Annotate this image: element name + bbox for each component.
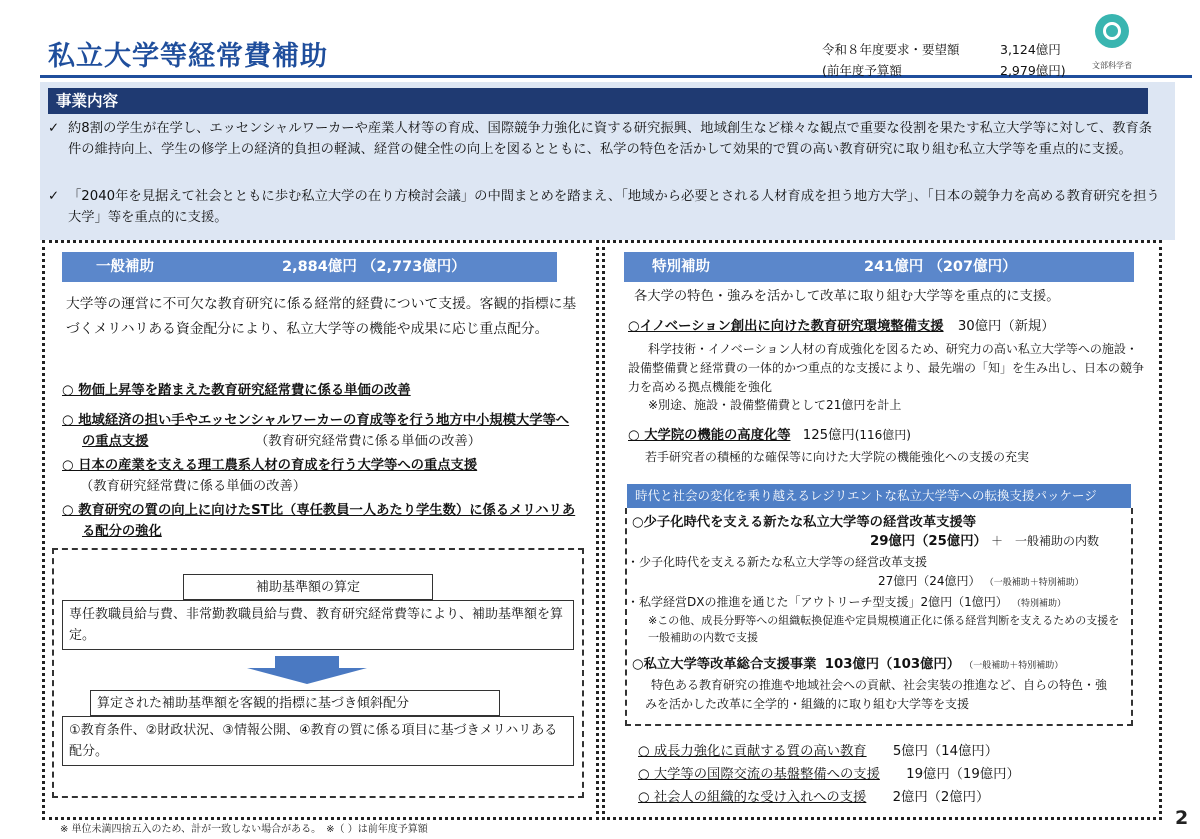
general-subsidy-amount: 2,884億円 （2,773億円） bbox=[282, 259, 466, 275]
overview-bullet-2: ✓ 「2040年を見据えて社会とともに歩む私立大学の在り方検討会議」の中間まとめを踏まえ、「地域から必要とされる人材育成を担う地方大学」、「日本の競争力を高める教育研究を担う大学」等を重点的に支援。 bbox=[48, 186, 1163, 228]
general-item-4: ○ 教育研究の質の向上に向けたST比（専任教員一人あたり学生数）に係るメリハリある配分の強化 bbox=[62, 503, 576, 539]
check-icon: ✓ bbox=[48, 121, 60, 136]
budget-prev-label: (前年度予算額 bbox=[822, 62, 902, 78]
ministry-name: 文部科学省 bbox=[1092, 61, 1132, 70]
extra-item-2-amount: 19億円（19億円） bbox=[906, 767, 1020, 782]
general-item-3-note: （教育研究経常費に係る単価の改善） bbox=[80, 479, 307, 494]
ministry-logo-icon bbox=[1095, 14, 1129, 48]
resilience-package-header: 時代と社会の変化を乗り越えるレジリエントな私立大学等への転換支援パッケージ bbox=[627, 484, 1131, 508]
flow-step-1-text: 専任教職員給与費、非常勤教職員給与費、教育研究経常費等により、補助基準額を算定。 bbox=[62, 600, 574, 650]
flow-step-2-text: ①教育条件、②財政状況、③情報公開、④教育の質に係る項目に基づきメリハリある配分。 bbox=[62, 716, 574, 766]
general-item-2-note: （教育研究経常費に係る単価の改善） bbox=[255, 434, 482, 449]
check-icon: ✓ bbox=[48, 189, 60, 204]
general-subsidy-label: 一般補助 bbox=[96, 259, 154, 275]
pkg-item-1-sub-1: ・少子化時代を支える新たな私立大学等の経営改革支援 bbox=[627, 555, 928, 569]
pkg-item-1-sub-3: ※この他、成長分野等への組織転換促進や定員規模適正化に係る経営判断を支えるための支援を一般補助の内数で支援 bbox=[648, 614, 1120, 644]
budget-prev-amount: 2,979億円) bbox=[1000, 62, 1066, 78]
flow-step-2-title: 算定された補助基準額を客観的指標に基づき傾斜配分 bbox=[90, 690, 500, 716]
down-arrow-head bbox=[247, 668, 367, 684]
overview-bullet-1: ✓ 約8割の学生が在学し、エッセンシャルワーカーや産業人材等の育成、国際競争力強化に資する研究振興、地域創生など様々な観点で重要な役割を果たす私立大学等に対して、教育条件の維持向上、学生の修学上の経済的負担の軽減、経営の健全性の向上を図るとともに、私学の特色を活かして効果的で質の高い教育研究に取り組む私立大学等を重点的に支援。 bbox=[48, 118, 1163, 160]
general-subsidy-description: 大学等の運営に不可欠な教育研究に係る経常的経費について支援。客観的指標に基づくメリハリある資金配分により、私立大学等の機能や成果に応じ重点配分。 bbox=[66, 296, 577, 337]
graduate-description: 若手研究者の積極的な確保等に向けた大学院の機能強化への支援の充実 bbox=[645, 450, 1030, 464]
extra-item-3-title: ○ 社会人の組織的な受け入れへの支援 bbox=[638, 790, 867, 805]
special-subsidy-label: 特別補助 bbox=[652, 259, 710, 275]
pkg-item-1-note: ＋ 一般補助の内数 bbox=[991, 534, 1100, 548]
budget-summary bbox=[822, 38, 1080, 80]
page-number: 2 bbox=[1175, 807, 1189, 829]
special-subsidy-description: 各大学の特色・強みを活かして改革に取り組む大学等を重点的に支援。 bbox=[634, 289, 1060, 304]
pkg-item-2-amount: 103億円（103億円） bbox=[824, 657, 960, 672]
pkg-item-1-sub-2: ・私学経営DXの推進を通じた「アウトリーチ型支援」2億円（1億円） bbox=[627, 595, 1008, 609]
pkg-item-1-title: ○少子化時代を支える新たな私立大学等の経営改革支援等 bbox=[632, 515, 977, 530]
innovation-amount: 30億円（新規） bbox=[957, 319, 1055, 334]
general-item-3: ○ 日本の産業を支える理工農系人材の育成を行う大学等への重点支援 bbox=[62, 458, 478, 473]
extra-item-1-amount: 5億円（14億円） bbox=[892, 744, 998, 759]
special-subsidy-amount: 241億円 （207億円） bbox=[864, 259, 1017, 275]
pkg-item-2-heading bbox=[632, 654, 1134, 677]
pkg-item-1-sub-1-amount-line bbox=[878, 573, 1134, 592]
graduate-amount: 125億円 bbox=[802, 428, 855, 443]
pkg-item-2-note: （一般補助＋特別補助） bbox=[964, 661, 1064, 671]
extra-item-3 bbox=[638, 787, 1138, 808]
budget-request-label: 令和８年度要求・要望額 bbox=[822, 41, 960, 57]
extra-item-1 bbox=[638, 741, 1138, 762]
extra-item-2 bbox=[638, 764, 1138, 785]
pkg-item-1-amount: 29億円（25億円） bbox=[870, 534, 987, 549]
extra-item-2-title: ○ 大学等の国際交流の基盤整備への支援 bbox=[638, 767, 880, 782]
pkg-item-1-sub-2-note: （特別補助） bbox=[1011, 599, 1066, 609]
footnote: ※ 単位未満四捨五入のため、計が一致しない場合がある。 ※（ ）は前年度予算額 bbox=[60, 824, 428, 835]
page-title: 私立大学等経常費補助 bbox=[48, 41, 328, 72]
section-header: 事業内容 bbox=[48, 88, 1148, 114]
flow-step-1-title: 補助基準額の算定 bbox=[183, 574, 433, 600]
graduate-title: ○ 大学院の機能の高度化等 bbox=[628, 428, 791, 443]
down-arrow-icon bbox=[275, 656, 339, 668]
special-subsidy-header bbox=[624, 252, 1134, 282]
pkg-item-2-title: ○私立大学等改革総合支援事業 bbox=[632, 657, 817, 672]
innovation-heading bbox=[628, 316, 1148, 337]
extra-item-1-title: ○ 成長力強化に貢献する質の高い教育 bbox=[638, 744, 867, 759]
extra-item-3-amount: 2億円（2億円） bbox=[892, 790, 990, 805]
graduate-prev-amount: (116億円) bbox=[854, 428, 911, 442]
general-subsidy-header bbox=[62, 252, 557, 282]
general-item-1: ○ 物価上昇等を踏まえた教育研究経常費に係る単価の改善 bbox=[62, 383, 411, 398]
pkg-item-1-sub-1-amount: 27億円（24億円） bbox=[878, 574, 981, 588]
pkg-item-1-amount-line bbox=[870, 531, 1135, 552]
pkg-item-1-sub-1-note: （一般補助＋特別補助） bbox=[984, 578, 1084, 588]
innovation-title: ○イノベーション創出に向けた教育研究環境整備支援 bbox=[628, 319, 944, 334]
graduate-heading bbox=[628, 425, 1148, 446]
innovation-description: 科学技術・イノベーション人材の育成強化を図るため、研究力の高い私立大学等への施設・設備整備費と経常費の一体的かつ重点的な支援により、最先端の「知」を生み出し、日本の競争力を高める拠点機能を強化 bbox=[628, 342, 1145, 394]
budget-request-amount: 3,124億円 bbox=[1000, 41, 1061, 57]
pkg-item-2-description: 特色ある教育研究の推進や地域社会への貢献、社会実装の推進など、自らの特色・強みを活かした改革に全学的・組織的に取り組む大学等を支援 bbox=[645, 678, 1108, 711]
innovation-note: ※別途、施設・設備整備費として21億円を計上 bbox=[648, 398, 902, 412]
general-item-2: ○ 地域経済の担い手やエッセンシャルワーカーの育成等を行う地方中小規模大学等への重点支援 bbox=[62, 413, 570, 449]
pkg-item-1-sub-2-line bbox=[627, 593, 1132, 614]
